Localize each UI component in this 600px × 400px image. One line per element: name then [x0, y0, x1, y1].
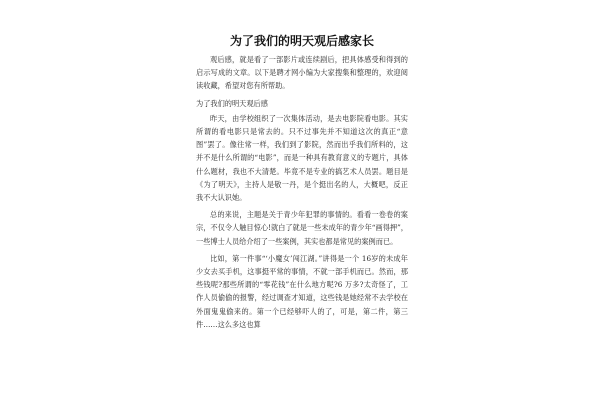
document-page [196, 34, 408, 335]
document-title: 为了我们的明天观后感家长 [229, 34, 374, 48]
section-subheading: 为了我们的明天观后感 [196, 98, 268, 108]
body-paragraph-3: 比如，第一件事“‘小魔女’闯江湖。”讲得是一个 16岁的未成年少女去买手机，这事挺平常的事情，不就一部手机而已。然而，那些钱呢?那些所谓的“零花钱”在什么地方呢?6 万多?太奇怪了，工作人员偷偷的报警，经过调查才知道，这些钱是她经常不去学校在外面鬼鬼偷来的。第一个已经够吓人的了，可是，第二件，第三件……这么多这也算 [196, 253, 408, 329]
intro-paragraph: 观后感，就是看了一部影片或连续剧后，把具体感受和得到的启示写成的文章。以下是聘才网小编为大家搜集和整理的，欢迎阅读收藏，希望对您有所帮助。 [196, 55, 408, 91]
body-paragraph-1: 昨天，由学校组织了一次集体活动，是去电影院看电影。其实所谓的看电影只是常去的。只不过事先并不知道这次的真正“意图”罢了。像往常一样，我们到了影院，然而出乎我们所料的，这并不是什么所谓的“电影”，而是一种具有教育意义的专题片，具体什么题材，我也不大清楚。毕竟不是专业的搞艺术人员罢。题目是《为了明天》，主持人是敬一丹，是个挺出名的人，大概吧，反正我不大认识她。 [196, 113, 408, 203]
body-paragraph-2: 总的来说，主题是关于青少年犯罪的事情的。看看一卷卷的案宗，不仅令人触目惊心!就白了就是一些未成年的青少年“画得押”，一些博士人员给介绍了一些案例，其实也都是常见的案例而已。 [196, 210, 408, 246]
